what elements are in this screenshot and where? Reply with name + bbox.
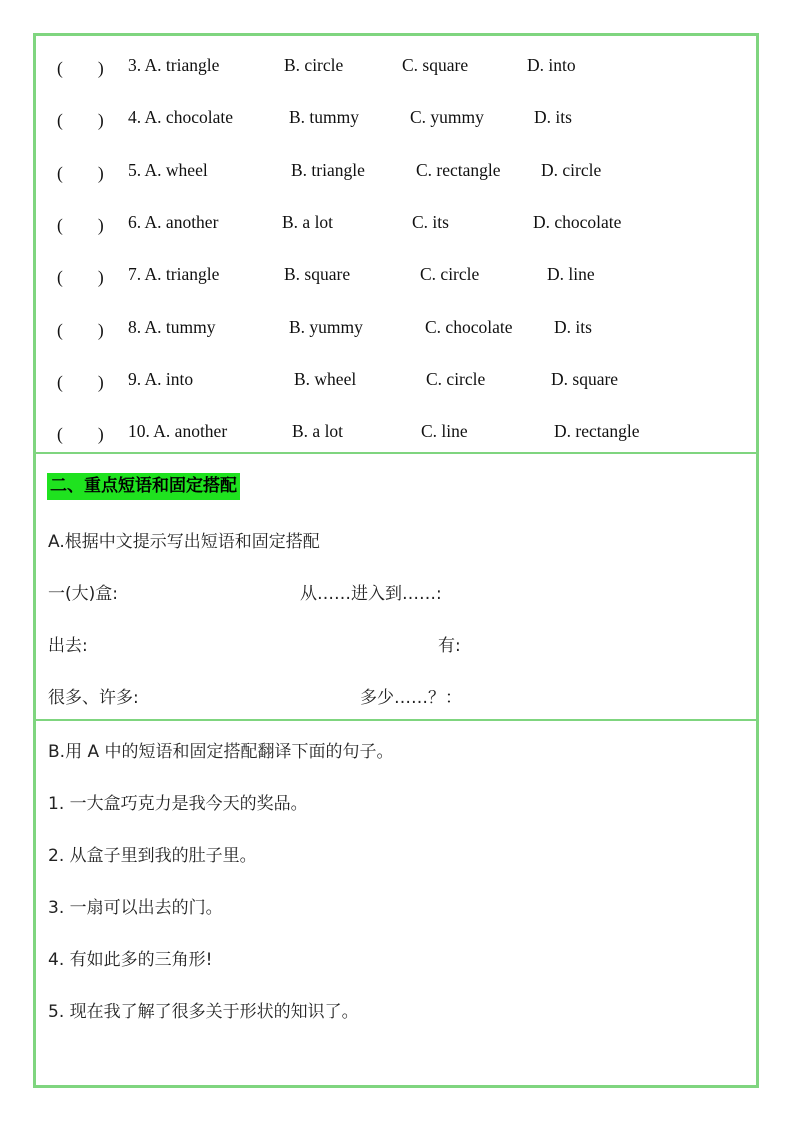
option-d: D. its [534,107,572,127]
answer-paren[interactable]: ( ) [57,267,104,287]
question-row [0,421,794,451]
option-d: D. circle [541,160,602,180]
question-row [0,160,794,190]
option-a: 8. A. tummy [128,317,216,337]
option-d: D. chocolate [533,212,622,232]
option-d: D. its [554,317,592,337]
option-a: 9. A. into [128,369,194,389]
divider [33,452,759,454]
question-row [0,264,794,294]
option-c: C. line [421,421,468,441]
option-d: D. line [547,264,595,284]
phrase-prompt: 很多、许多: [48,688,139,708]
option-b: B. wheel [294,369,357,389]
option-d: D. into [527,55,576,75]
question-row [0,369,794,399]
option-b: B. yummy [289,317,363,337]
answer-paren[interactable]: ( ) [57,320,104,340]
phrase-prompt: 一(大)盒: [48,584,118,604]
option-c: C. chocolate [425,317,513,337]
answer-paren[interactable]: ( ) [57,163,104,183]
section-title: 二、重点短语和固定搭配 [47,473,240,500]
translation-sentence: 2. 从盒子里到我的肚子里。 [48,846,257,866]
phrase-prompt: 从……进入到……: [300,584,442,604]
answer-paren[interactable]: ( ) [57,424,104,444]
question-row [0,212,794,242]
option-a: 7. A. triangle [128,264,220,284]
part-b-instruction: B.用 A 中的短语和固定搭配翻译下面的句子。 [48,742,394,762]
option-a: 5. A. wheel [128,160,208,180]
option-a: 4. A. chocolate [128,107,233,127]
question-row [0,55,794,85]
option-c: C. circle [426,369,486,389]
option-b: B. a lot [282,212,334,232]
option-b: B. a lot [292,421,344,441]
phrase-prompt: 多少……？： [360,688,462,708]
translation-sentence: 3. 一扇可以出去的门。 [48,898,223,918]
option-b: B. tummy [289,107,360,127]
option-a: 10. A. another [128,421,228,441]
translation-sentence: 5. 现在我了解了很多关于形状的知识了。 [48,1002,359,1022]
answer-paren[interactable]: ( ) [57,110,104,130]
option-c: C. circle [420,264,480,284]
option-b: B. circle [284,55,344,75]
option-c: C. its [412,212,449,232]
option-c: C. rectangle [416,160,501,180]
option-d: D. square [551,369,619,389]
option-a: 6. A. another [128,212,219,232]
divider [33,719,759,721]
question-row [0,107,794,137]
answer-paren[interactable]: ( ) [57,372,104,392]
option-b: B. triangle [291,160,365,180]
option-d: D. rectangle [554,421,640,441]
answer-paren[interactable]: ( ) [57,58,104,78]
option-a: 3. A. triangle [128,55,220,75]
translation-sentence: 4. 有如此多的三角形! [48,950,213,970]
translation-sentence: 1. 一大盒巧克力是我今天的奖品。 [48,794,308,814]
page-frame [33,33,759,1088]
option-c: C. yummy [410,107,484,127]
part-a-instruction: A.根据中文提示写出短语和固定搭配 [48,532,320,552]
phrase-prompt: 有: [438,636,461,656]
option-b: B. square [284,264,351,284]
answer-paren[interactable]: ( ) [57,215,104,235]
question-row [0,317,794,347]
phrase-prompt: 出去: [48,636,88,656]
option-c: C. square [402,55,469,75]
